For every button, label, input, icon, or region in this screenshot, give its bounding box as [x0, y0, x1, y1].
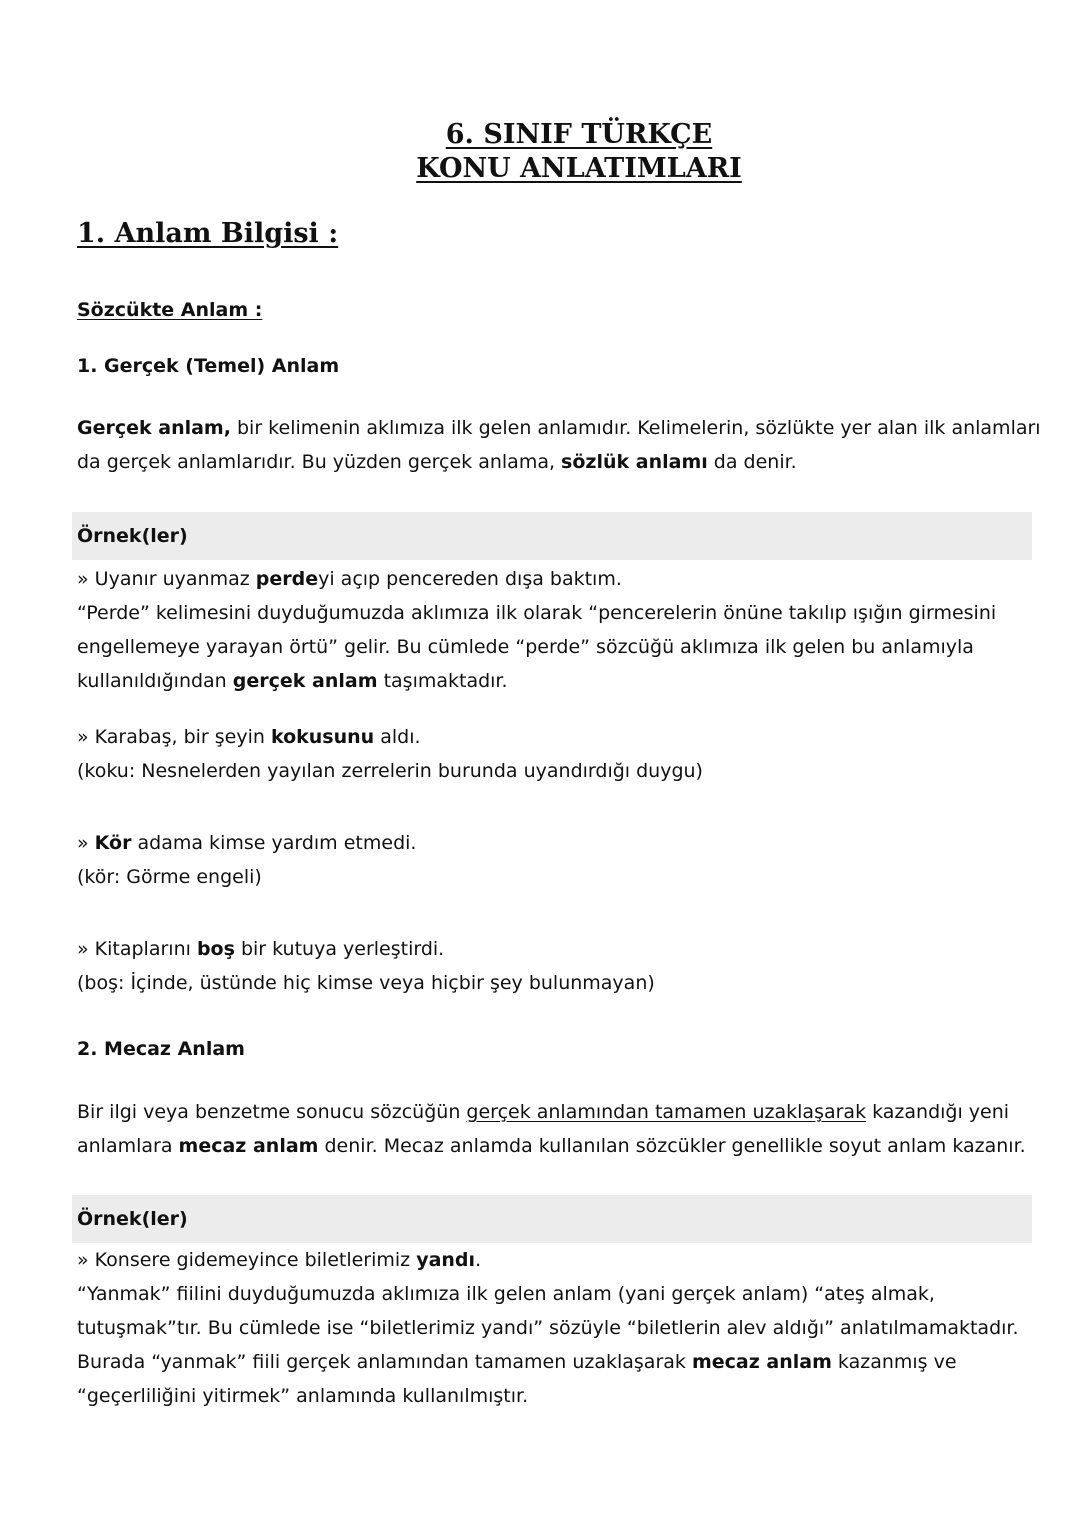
- example-text: “Perde” kelimesini duyduğumuzda aklımıza ilk olarak “pencerelerin önüne takılıp ışığın girmesini: [77, 602, 997, 624]
- example-keyword: perde: [255, 568, 319, 590]
- example-bos: [77, 932, 1037, 1000]
- example-text: bir kutuya yerleştirdi.: [234, 938, 445, 960]
- heading-gercek-anlam: 1. Gerçek (Temel) Anlam: [77, 355, 340, 377]
- mecaz-anlam-definition: [77, 1095, 1037, 1163]
- example-text: kullanıldığından: [77, 670, 233, 692]
- example-label: Örnek(ler): [77, 525, 188, 547]
- example-text: »: [77, 832, 95, 854]
- example-label: Örnek(ler): [77, 1208, 188, 1230]
- example-text: » Kitaplarını: [77, 938, 197, 960]
- example-text: » Karabaş, bir şeyin: [77, 726, 271, 748]
- definition-text: bir kelimenin aklımıza ilk gelen anlamıdır. Kelimelerin, sözlükte yer alan ilk anlamları: [230, 417, 1041, 439]
- example-text: “Yanmak” fiilini duyduğumuzda aklımıza ilk gelen anlam (yani gerçek anlam) “ateş almak,: [77, 1283, 935, 1305]
- definition-text: denir. Mecaz anlamda kullanılan sözcükler genellikle soyut anlam kazanır.: [318, 1135, 1026, 1157]
- heading-mecaz-anlam: 2. Mecaz Anlam: [77, 1038, 245, 1060]
- definition-text: da denir.: [707, 451, 797, 473]
- gercek-anlam-definition: [77, 411, 1041, 479]
- definition-text: anlamlara: [77, 1135, 179, 1157]
- definition-text: kazandığı yeni: [866, 1101, 1010, 1123]
- section-heading-anlam-bilgisi: 1. Anlam Bilgisi :: [77, 218, 339, 249]
- example-perde: [77, 562, 1037, 698]
- example-explanation: (kör: Görme engeli): [77, 866, 262, 888]
- example-keyword: boş: [196, 938, 235, 960]
- title-line-2: KONU ANLATIMLARI: [416, 153, 742, 184]
- example-explanation: (boş: İçinde, üstünde hiç kimse veya hiçbir şey bulunmayan): [77, 972, 655, 994]
- example-yandi: [77, 1243, 1037, 1413]
- example-explanation: (koku: Nesnelerden yayılan zerrelerin burunda uyandırdığı duygu): [77, 760, 703, 782]
- example-text: » Uyanır uyanmaz: [77, 568, 256, 590]
- example-text: “geçerliliğini yitirmek” anlamında kullanılmıştır.: [77, 1385, 529, 1407]
- definition-text: Bir ilgi veya benzetme sonucu sözcüğün: [77, 1101, 467, 1123]
- example-keyword: mecaz anlam: [691, 1351, 832, 1373]
- example-text: adama kimse yardım etmedi.: [131, 832, 417, 854]
- example-kor: [77, 826, 1037, 894]
- definition-underlined: gerçek anlamından tamamen uzaklaşarak: [466, 1101, 867, 1123]
- example-keyword: yandı: [416, 1249, 476, 1271]
- definition-text: da gerçek anlamlarıdır. Bu yüzden gerçek anlama,: [77, 451, 562, 473]
- example-header-bar: [72, 512, 1032, 560]
- example-text: tutuşmak”tır. Bu cümlede ise “biletlerimiz yandı” sözüyle “biletlerin alev aldığı” anlatılmamaktadır.: [77, 1317, 1019, 1339]
- example-header-bar: [72, 1195, 1032, 1243]
- definition-term: mecaz anlam: [178, 1135, 319, 1157]
- page-title: [0, 118, 1080, 186]
- title-line-1: 6. SINIF TÜRKÇE: [445, 119, 713, 150]
- example-keyword: kokusunu: [270, 726, 375, 748]
- example-keyword: Kör: [94, 832, 132, 854]
- example-text: Burada “yanmak” fiili gerçek anlamından tamamen uzaklaşarak: [77, 1351, 692, 1373]
- example-text: yi açıp pencereden dışa baktım.: [318, 568, 622, 590]
- example-text: » Konsere gidemeyince biletlerimiz: [77, 1249, 417, 1271]
- example-text: engellemeye yarayan örtü” gelir. Bu cümlede “perde” sözcüğü aklımıza ilk gelen bu anlamıyla: [77, 636, 974, 658]
- example-text: aldı.: [374, 726, 421, 748]
- example-koku: [77, 720, 1037, 788]
- example-text: taşımaktadır.: [377, 670, 508, 692]
- example-text: kazanmış ve: [831, 1351, 957, 1373]
- example-text: .: [475, 1249, 482, 1271]
- example-keyword: gerçek anlam: [232, 670, 378, 692]
- definition-term: sözlük anlamı: [561, 451, 708, 473]
- definition-term: Gerçek anlam,: [77, 417, 231, 439]
- subheading-sozcukte-anlam: Sözcükte Anlam :: [77, 299, 263, 321]
